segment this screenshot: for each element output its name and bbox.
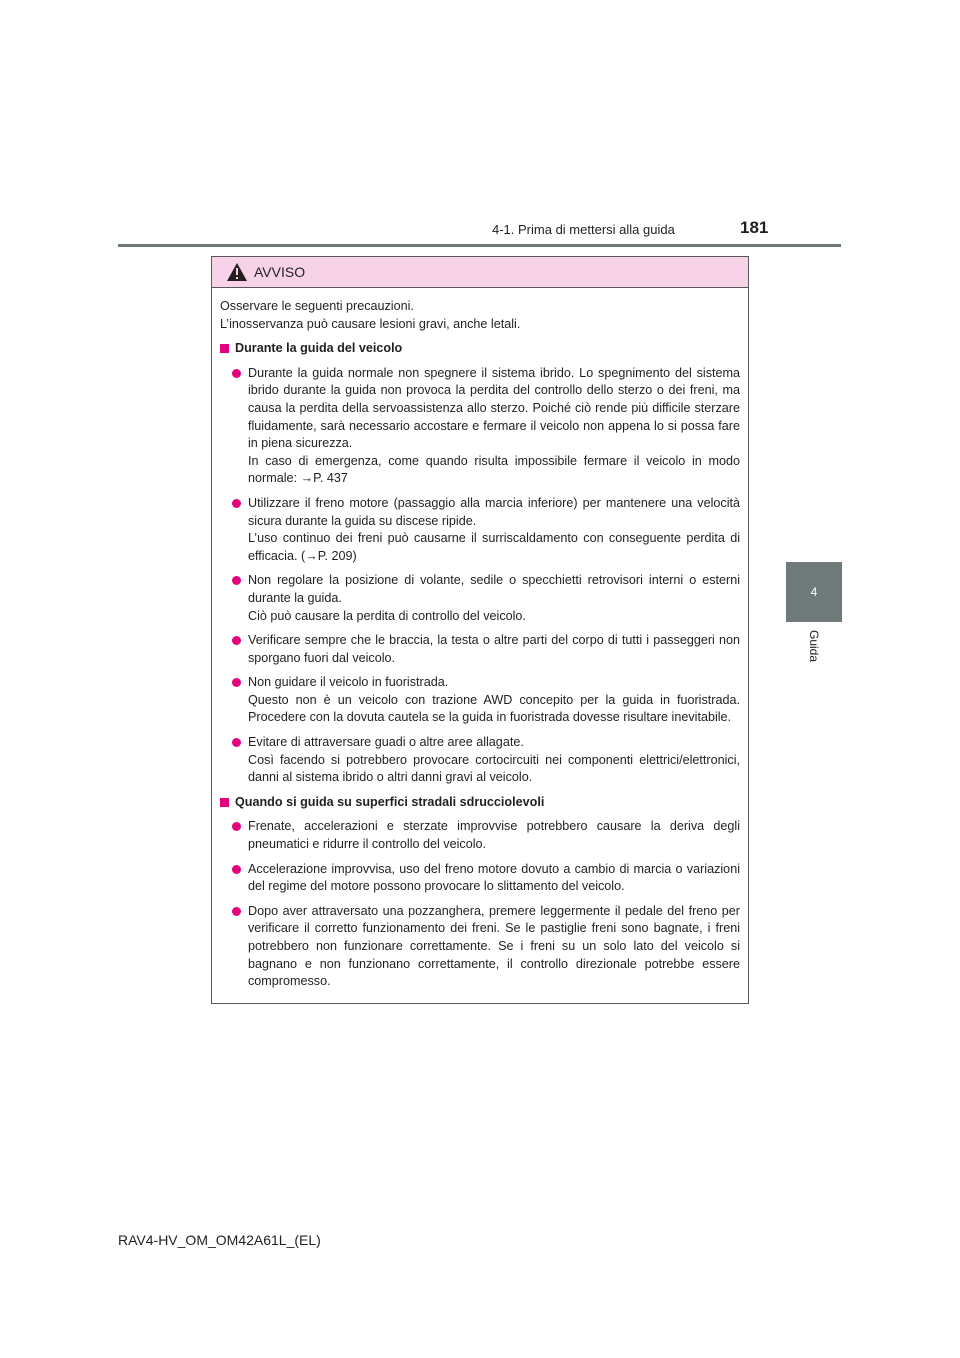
section-title: 4-1. Prima di mettersi alla guida <box>492 222 675 237</box>
list-item-paragraph: Non regolare la posizione di volante, sedile o specchietti retrovisori interni o esterni durante la guida. <box>248 573 740 605</box>
round-bullet-icon <box>232 738 241 747</box>
round-bullet-icon <box>232 865 241 874</box>
list-item <box>220 365 740 488</box>
list-item-paragraph: Questo non è un veicolo con trazione AWD concepito per la guida in fuoristrada. Procedere con la dovuta cautela se la guida in fuoristrada dovesse risultare inevitabile. <box>248 692 740 725</box>
list-item-paragraph: Utilizzare il freno motore (passaggio alla marcia inferiore) per mantenere una velocità sicura durante la guida su discese ripide. <box>248 495 740 528</box>
warning-title: AVVISO <box>254 264 306 280</box>
section-heading <box>220 340 740 358</box>
list-item-paragraph: In caso di emergenza, come quando risulta impossibile fermare il veicolo in modo normale: →P. 437 <box>248 453 740 486</box>
document-code: RAV4-HV_OM_OM42A61L_(EL) <box>118 1232 321 1248</box>
list-item-paragraph: L’uso continuo dei freni può causarne il surriscaldamento con conseguente perdita di efficacia. (→P. 209) <box>248 531 740 563</box>
list-item <box>220 903 740 991</box>
header-divider <box>118 244 841 247</box>
list-item-text <box>248 495 740 565</box>
chapter-number: 4 <box>810 585 818 599</box>
intro-line: Osservare le seguenti precauzioni. <box>220 299 414 313</box>
round-bullet-icon <box>232 822 241 831</box>
list-item-paragraph: Non guidare il veicolo in fuoristrada. <box>248 675 449 690</box>
intro-line: L’inosservanza può causare lesioni gravi, anche letali. <box>220 316 521 331</box>
round-bullet-icon <box>232 576 241 585</box>
list-item-text <box>248 632 740 667</box>
list-item <box>220 495 740 565</box>
warning-sections <box>220 340 740 991</box>
round-bullet-icon <box>232 678 241 687</box>
round-bullet-icon <box>232 499 241 508</box>
list-item-text <box>248 861 740 896</box>
list-item-text <box>248 572 740 625</box>
chapter-tab[interactable] <box>786 562 842 622</box>
warning-header <box>212 257 748 288</box>
round-bullet-icon <box>232 636 241 645</box>
list-item <box>220 572 740 625</box>
square-bullet-icon <box>220 344 229 353</box>
list-item-paragraph: Accelerazione improvvisa, uso del freno motore dovuto a cambio di marcia o variazioni del regime del motore possono provocare lo slittamento del veicolo. <box>248 861 740 894</box>
bullet-list <box>220 818 740 990</box>
list-item <box>220 861 740 896</box>
list-item <box>220 632 740 667</box>
section-heading-text: Durante la guida del veicolo <box>235 341 403 356</box>
list-item <box>220 734 740 787</box>
warning-triangle-icon <box>226 262 248 282</box>
section-heading-text: Quando si guida su superfici stradali sdrucciolevoli <box>235 794 545 809</box>
list-item-paragraph: Così facendo si potrebbero provocare cortocircuiti nei componenti elettrici/elettronici, danni al sistema ibrido o altri danni gravi al veicolo. <box>248 752 740 785</box>
list-item-paragraph: Ciò può causare la perdita di controllo del veicolo. <box>248 608 526 623</box>
list-item-paragraph: Frenate, accelerazioni e sterzate improvvise potrebbero causare la deriva degli pneumatici e ridurre il controllo del veicolo. <box>248 819 740 852</box>
round-bullet-icon <box>232 907 241 916</box>
list-item-paragraph: Verificare sempre che le braccia, la testa o altre parti del corpo di tutti i passeggeri non sporgano fuori dal veicolo. <box>248 633 740 665</box>
list-item-text <box>248 365 740 488</box>
bullet-list <box>220 365 740 787</box>
round-bullet-icon <box>232 369 241 378</box>
chapter-label-container <box>786 630 842 670</box>
section-heading <box>220 794 740 812</box>
chapter-label: Guida <box>807 630 821 663</box>
warning-body <box>212 288 748 991</box>
warning-intro <box>220 298 740 333</box>
warning-box <box>211 256 749 1004</box>
list-item-text <box>248 674 740 727</box>
list-item-paragraph: Durante la guida normale non spegnere il sistema ibrido. Lo spegnimento del sistema ibrido durante la guida non provoca la perdita del controllo dello sterzo o dei freni, ma causa la perdita della servoassistenza allo sterzo. Poiché ciò rende più difficile sterzare fluidamente, sarà necessario accostare e fermare il veicolo non appena lo si possa fare in piena sicurezza. <box>248 365 740 451</box>
list-item-text <box>248 818 740 853</box>
list-item-paragraph: Evitare di attraversare guadi o altre aree allagate. <box>248 735 524 750</box>
page-number: 181 <box>740 218 769 237</box>
list-item-text <box>248 734 740 787</box>
list-item-text <box>248 903 740 991</box>
list-item <box>220 674 740 727</box>
list-item-paragraph: Dopo aver attraversato una pozzanghera, premere leggermente il pedale del freno per verificare il corretto funzionamento dei freni. Se le pastiglie freni sono bagnate, i freni potrebbero non funzionare correttamente. Se i freni su un solo lato del veicolo si bagnano e non funzionano correttamente, il controllo direzionale potrebbe essere compromesso. <box>248 903 740 989</box>
square-bullet-icon <box>220 798 229 807</box>
list-item <box>220 818 740 853</box>
